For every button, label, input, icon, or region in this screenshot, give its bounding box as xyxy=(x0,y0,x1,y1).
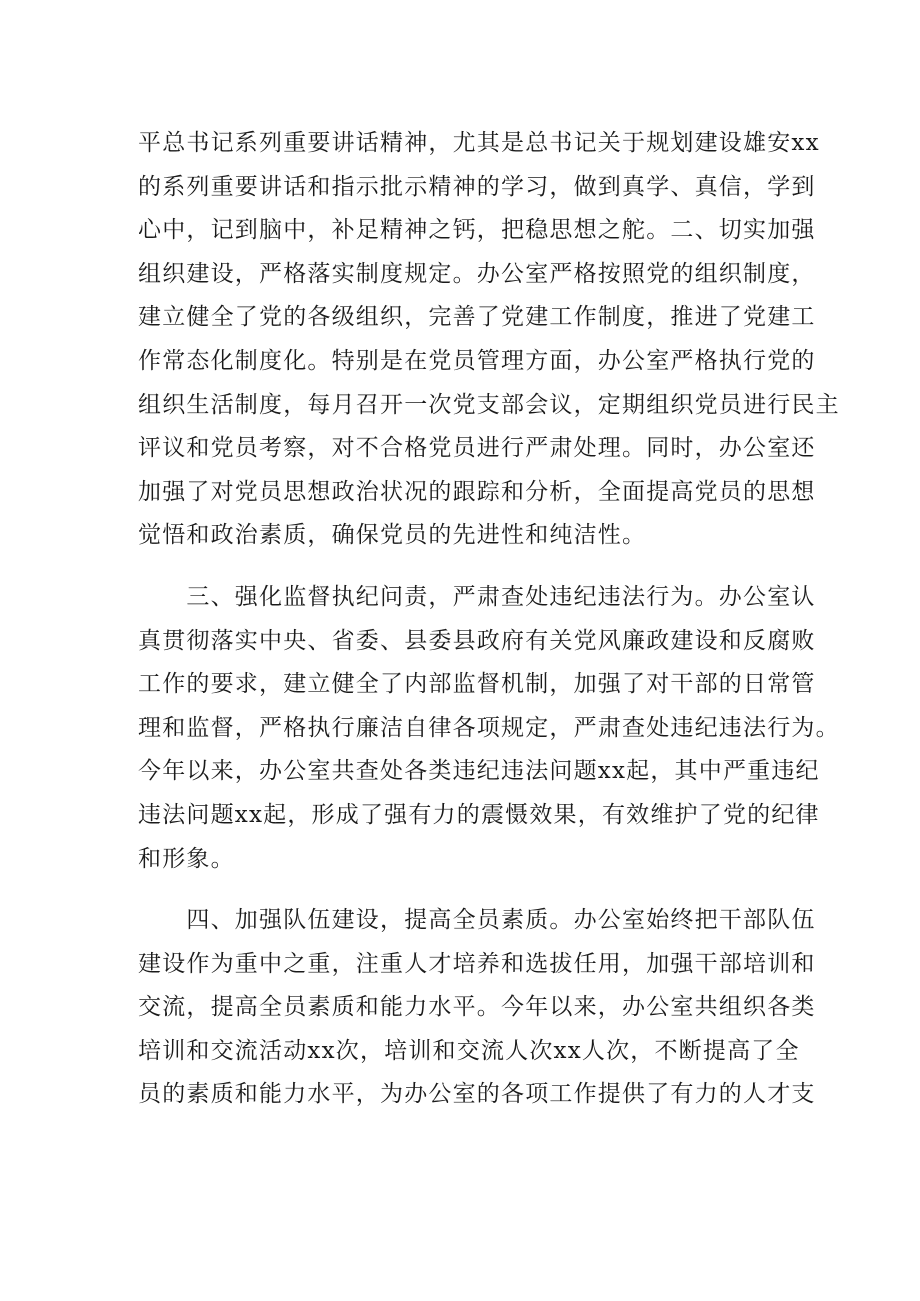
text-line: 培训和交流活动xx次，培训和交流人次xx人次，不断提高了全 xyxy=(138,1037,800,1064)
text-line: 和形象。 xyxy=(138,845,235,872)
text-line: 觉悟和政治素质，确保党员的先进性和纯洁性。 xyxy=(138,522,647,549)
text-line: 今年以来，办公室共查处各类违纪违法问题xx起，其中严重违纪 xyxy=(138,758,820,785)
text-line: 加强了对党员思想政治状况的跟踪和分析，全面提高党员的思想 xyxy=(138,478,816,505)
text-line: 评议和党员考察，对不合格党员进行严肃处理。同时，办公室还 xyxy=(138,435,816,462)
text-line: 理和监督，严格执行廉洁自律各项规定，严肃查处违纪违法行为。 xyxy=(138,714,840,741)
text-line: 违法问题xx起，形成了强有力的震慑效果，有效维护了党的纪律 xyxy=(138,801,820,828)
text-line: 作常态化制度化。特别是在党员管理方面，办公室严格执行党的 xyxy=(138,347,816,374)
text-line: 建立健全了党的各级组织，完善了党建工作制度，推进了党建工 xyxy=(138,304,816,331)
text-line: 心中，记到脑中，补足精神之钙，把稳思想之舵。二、切实加强 xyxy=(138,217,816,244)
paragraph-spacer xyxy=(138,881,798,899)
text-line: 的系列重要讲话和指示批示精神的学习，做到真学、真信，学到 xyxy=(138,173,816,200)
text-line: 真贯彻落实中央、省委、县委县政府有关党风廉政建设和反腐败 xyxy=(138,627,816,654)
text-line: 组织生活制度，每月召开一次党支部会议，定期组织党员进行民主 xyxy=(138,391,840,418)
document-body xyxy=(138,122,840,1117)
text-line: 交流，提高全员素质和能力水平。今年以来，办公室共组织各类 xyxy=(138,994,816,1021)
paragraph xyxy=(138,122,840,558)
text-line: 组织建设，严格落实制度规定。办公室严格按照党的组织制度， xyxy=(138,260,816,287)
text-line: 平总书记系列重要讲话精神，尤其是总书记关于规划建设雄安xx xyxy=(138,130,820,156)
text-line: 员的素质和能力水平，为办公室的各项工作提供了有力的人才支 xyxy=(138,1081,816,1108)
text-line: 四、加强队伍建设，提高全员素质。办公室始终把干部队伍 xyxy=(138,907,816,934)
text-line: 建设作为重中之重，注重人才培养和选拔任用，加强干部培训和 xyxy=(138,950,816,977)
text-line: 三、强化监督执纪问责，严肃查处违纪违法行为。办公室认 xyxy=(138,583,816,610)
text-line: 工作的要求，建立健全了内部监督机制，加强了对干部的日常管 xyxy=(138,671,816,698)
paragraph xyxy=(138,576,840,881)
paragraph-spacer xyxy=(138,558,798,576)
paragraph xyxy=(138,899,816,1117)
